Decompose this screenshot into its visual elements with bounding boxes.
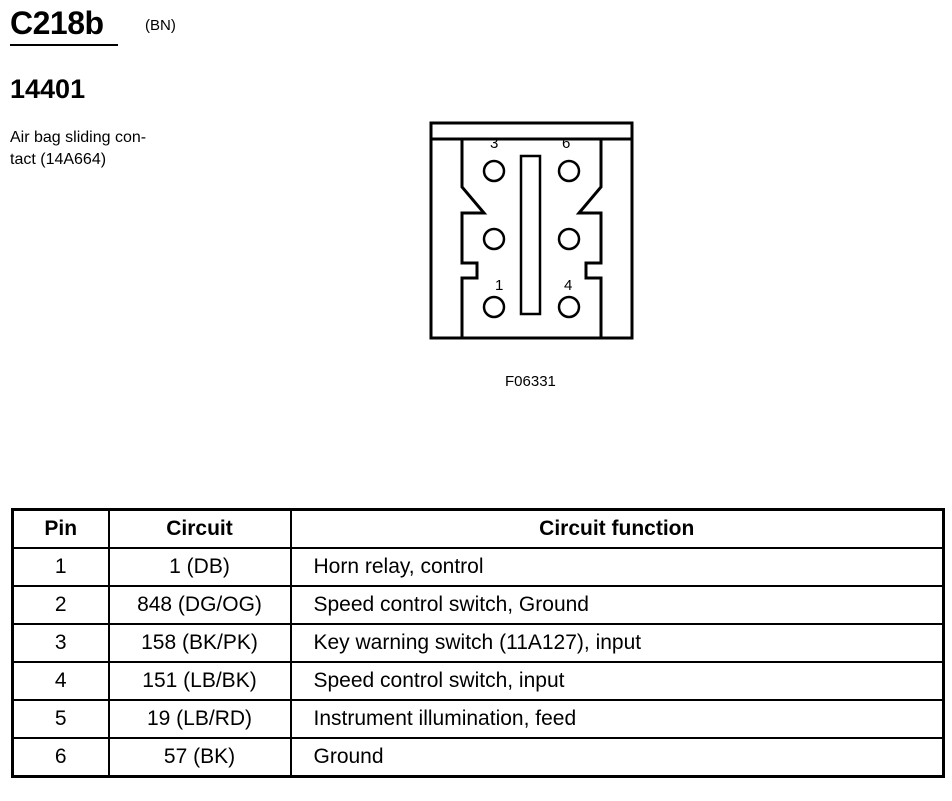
cell-circuit: 158 (BK/PK) [109, 624, 291, 662]
cell-pin: 3 [13, 624, 109, 662]
table-row [13, 586, 944, 624]
right-latch-wall [579, 139, 601, 338]
table-row [13, 738, 944, 777]
left-latch-wall [462, 139, 484, 338]
center-key-slot [521, 156, 540, 314]
cell-circuit: 151 (LB/BK) [109, 662, 291, 700]
pin-label-4: 4 [564, 277, 573, 294]
cell-circuit: 1 (DB) [109, 548, 291, 586]
table-row [13, 548, 944, 586]
pinout-table [11, 508, 945, 778]
cell-pin: 5 [13, 700, 109, 738]
cell-pin: 1 [13, 548, 109, 586]
pin-label-6: 6 [562, 135, 571, 152]
pin-label-1: 1 [495, 277, 504, 294]
pin-cavity-1 [484, 297, 504, 317]
header-pin: Pin [13, 510, 109, 549]
cell-function: Speed control switch, input [291, 662, 944, 700]
table-row [13, 700, 944, 738]
pin-cavity-5 [559, 229, 579, 249]
table-header-row [13, 510, 944, 549]
component-description: Air bag sliding con- tact (14A664) [10, 129, 147, 168]
cell-function: Horn relay, control [291, 548, 944, 586]
pin-cavity-6 [559, 161, 579, 181]
table-row [13, 624, 944, 662]
cell-function: Speed control switch, Ground [291, 586, 944, 624]
cell-function: Key warning switch (11A127), input [291, 624, 944, 662]
figure-id: F06331 [505, 373, 556, 390]
connector-color-code: (BN) [145, 17, 176, 34]
cell-circuit: 19 (LB/RD) [109, 700, 291, 738]
cell-pin: 2 [13, 586, 109, 624]
pin-cavity-4 [559, 297, 579, 317]
header-circuit-function: Circuit function [291, 510, 944, 549]
cell-pin: 4 [13, 662, 109, 700]
cell-function: Instrument illumination, feed [291, 700, 944, 738]
table-row [13, 662, 944, 700]
pin-label-3: 3 [490, 135, 499, 152]
pin-cavity-3 [484, 161, 504, 181]
cell-circuit: 57 (BK) [109, 738, 291, 777]
part-number: 14401 [10, 74, 86, 104]
cell-function: Ground [291, 738, 944, 777]
cell-circuit: 848 (DG/OG) [109, 586, 291, 624]
connector-id: C218b [10, 5, 104, 41]
header-circuit: Circuit [109, 510, 291, 549]
pin-cavity-2 [484, 229, 504, 249]
cell-pin: 6 [13, 738, 109, 777]
